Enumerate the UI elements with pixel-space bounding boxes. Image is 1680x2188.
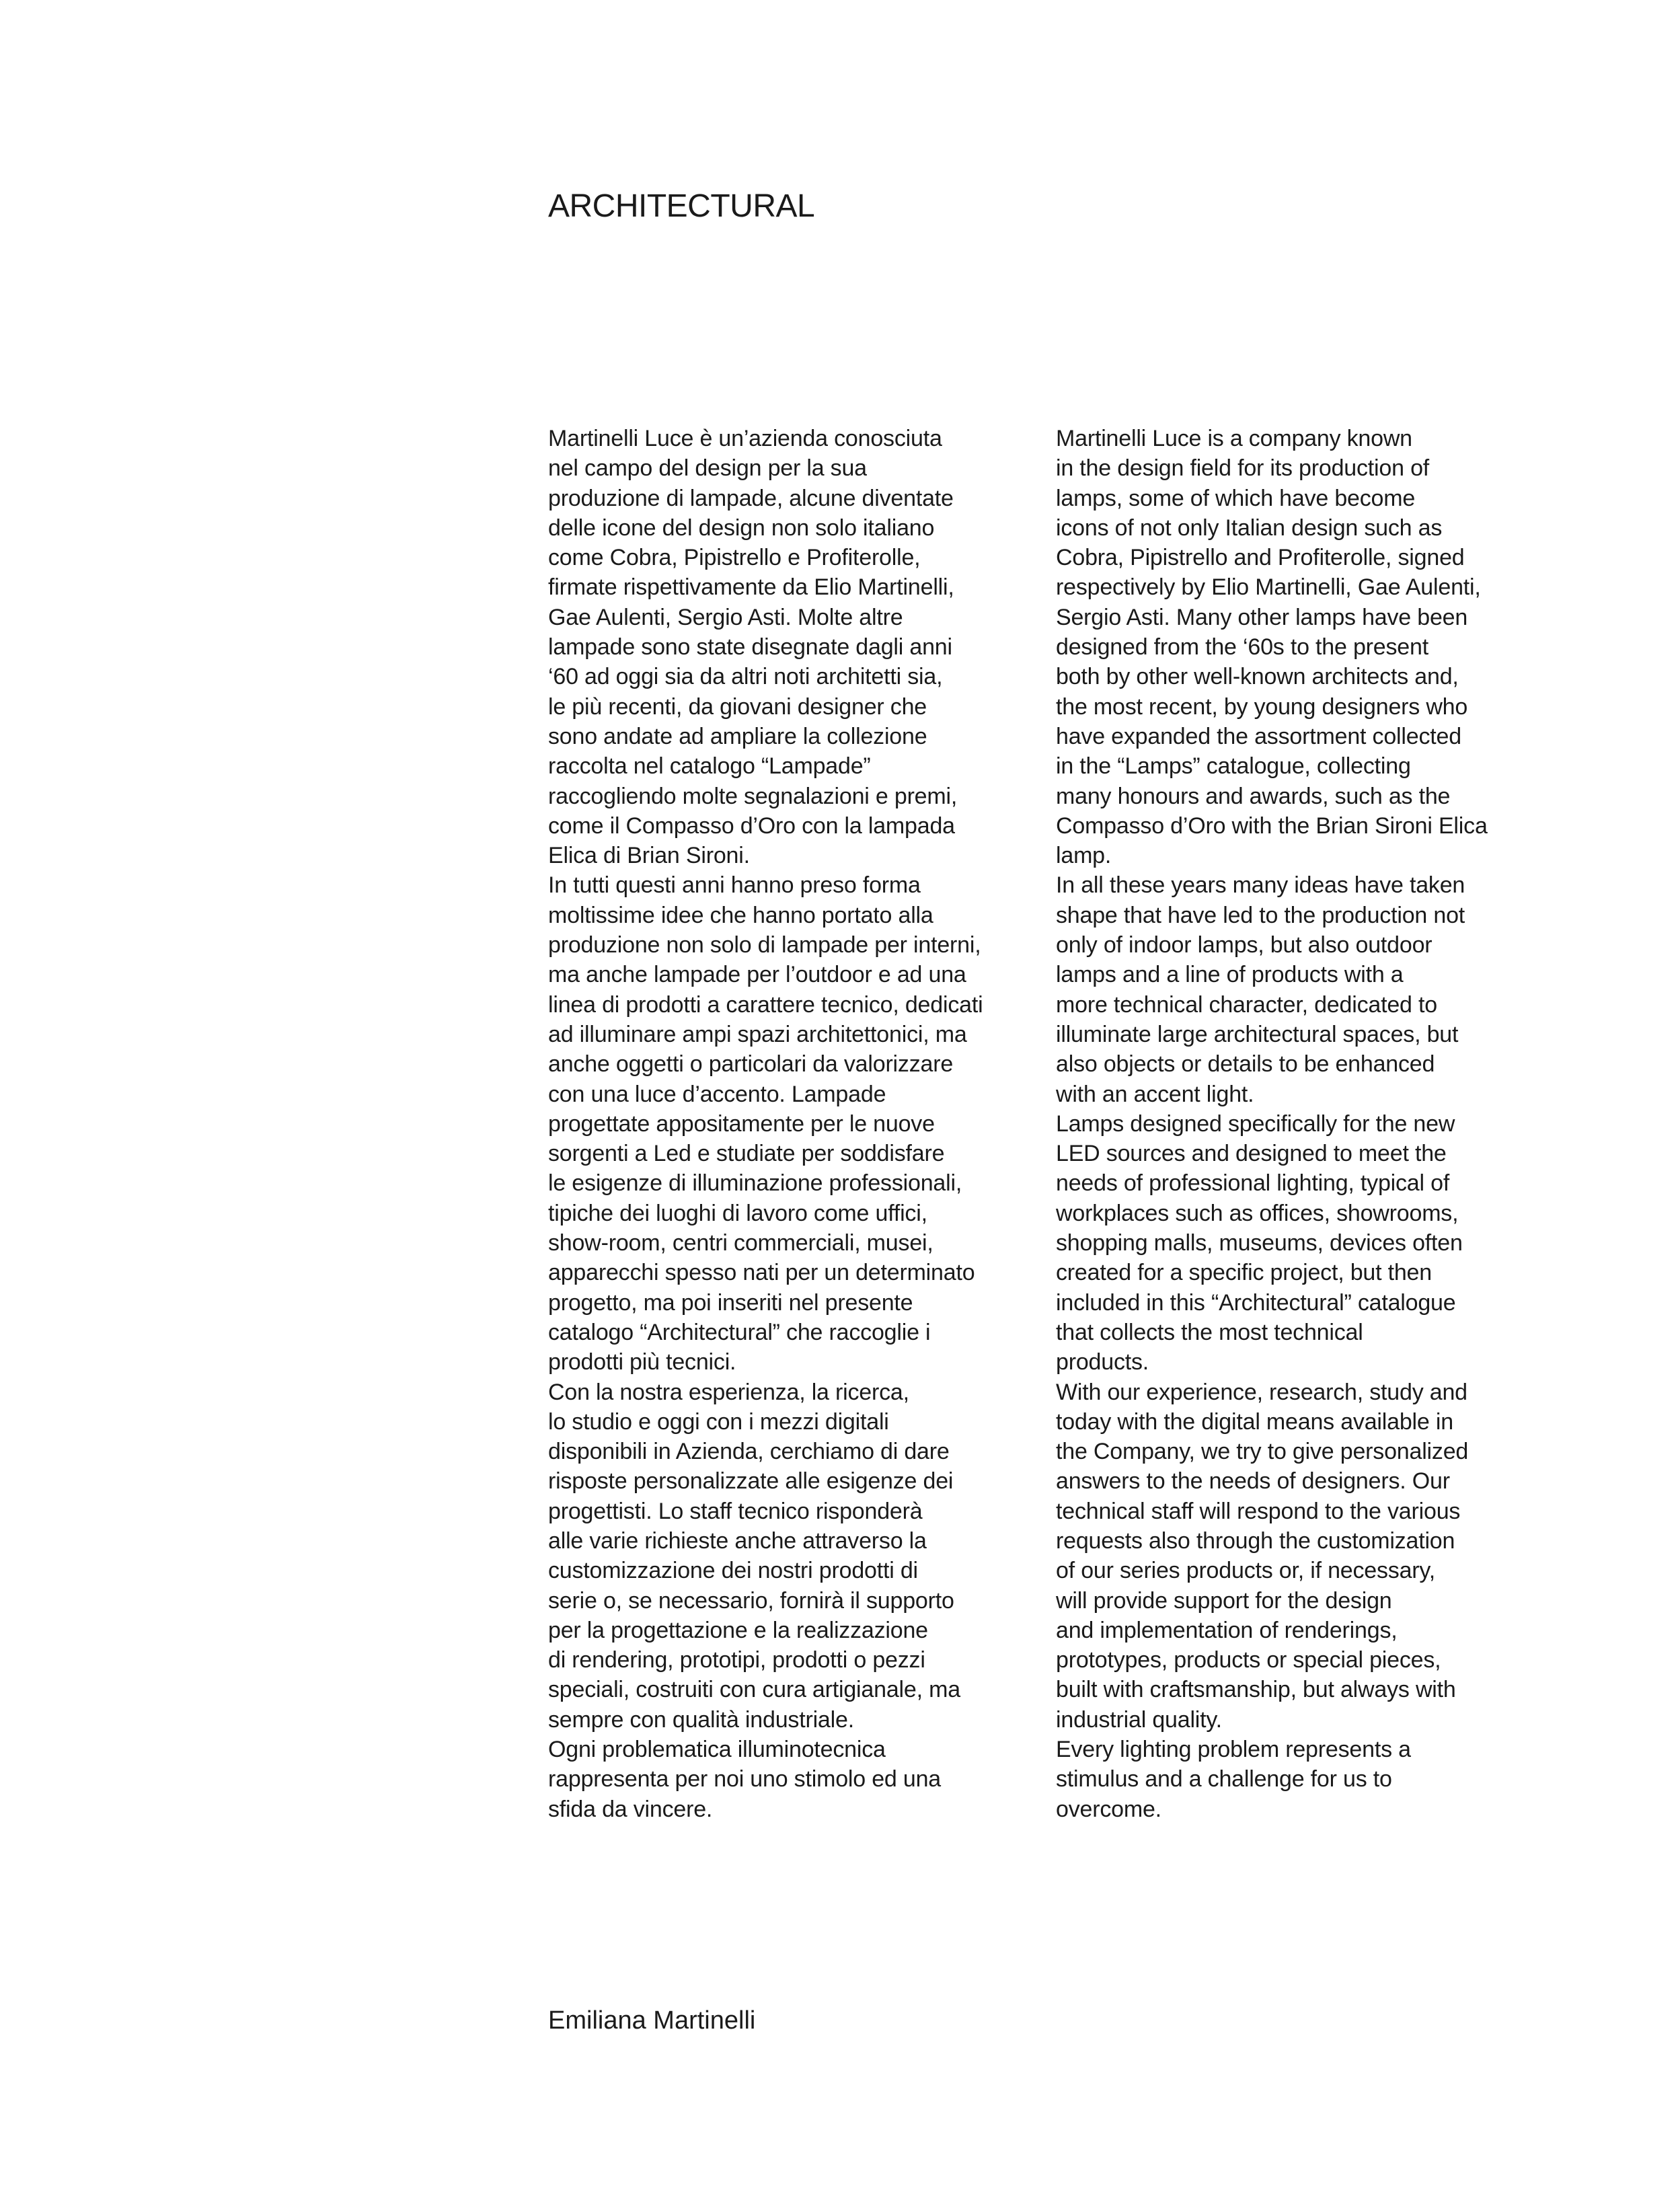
text-line: progettate appositamente per le nuove (548, 1110, 935, 1137)
text-line: lamp. (1056, 843, 1112, 869)
text-line: con una luce d’accento. Lampade (548, 1081, 886, 1107)
text-line: industrial quality. (1056, 1706, 1222, 1733)
text-line: illuminate large architectural spaces, but (1056, 1021, 1459, 1047)
text-line: many honours and awards, such as the (1056, 783, 1451, 809)
text-line: come Cobra, Pipistrello e Profiterolle, (548, 545, 921, 571)
text-line: in the design field for its production of (1056, 455, 1430, 482)
text-line: needs of professional lighting, typical of (1056, 1170, 1450, 1197)
text-line: built with craftsmanship, but always with (1056, 1677, 1456, 1703)
text-line: prodotti più tecnici. (548, 1349, 736, 1375)
text-line: that collects the most technical (1056, 1319, 1363, 1345)
text-line: serie o, se necessario, fornirà il supporto (548, 1587, 954, 1614)
text-line: sorgenti a Led e studiate per soddisfare (548, 1141, 945, 1167)
text-line: per la progettazione e la realizzazione (548, 1617, 928, 1643)
text-line: speciali, costruiti con cura artigianale, ma (548, 1677, 960, 1703)
text-line: le esigenze di illuminazione professionali, (548, 1170, 962, 1197)
text-line: workplaces such as offices, showrooms, (1056, 1200, 1459, 1226)
text-line: the most recent, by young designers who (1056, 693, 1468, 720)
text-line: lamps and a line of products with a (1056, 962, 1404, 988)
text-line: Compasso d’Oro with the Brian Sironi Elica (1056, 813, 1488, 839)
text-line: today with the digital means available in (1056, 1408, 1453, 1435)
text-line: anche oggetti o particolari da valorizzare (548, 1051, 954, 1078)
text-line: products. (1056, 1349, 1149, 1375)
text-line: have expanded the assortment collected (1056, 723, 1461, 749)
text-line: lampade sono state disegnate dagli anni (548, 634, 952, 661)
text-line: raccogliendo molte segnalazioni e premi, (548, 783, 958, 809)
text-line: stimulus and a challenge for us to (1056, 1766, 1392, 1793)
text-line: produzione non solo di lampade per interni, (548, 932, 981, 958)
italian-text-column (548, 424, 1032, 1824)
text-line: moltissime idee che hanno portato alla (548, 902, 933, 928)
text-line: of our series products or, if necessary, (1056, 1558, 1435, 1584)
text-line: designed from the ‘60s to the present (1056, 634, 1428, 661)
text-line: le più recenti, da giovani designer che (548, 693, 927, 720)
text-line: tipiche dei luoghi di lavoro come uffici, (548, 1200, 927, 1226)
text-line: overcome. (1056, 1796, 1161, 1822)
text-line: sono andate ad ampliare la collezione (548, 723, 927, 749)
text-line: included in this “Architectural” catalogue (1056, 1289, 1456, 1316)
text-line: Con la nostra esperienza, la ricerca, (548, 1379, 909, 1405)
text-line: risposte personalizzate alle esigenze dei (548, 1468, 954, 1495)
text-line: both by other well-known architects and, (1056, 664, 1459, 690)
text-line: more technical character, dedicated to (1056, 991, 1437, 1018)
text-line: Gae Aulenti, Sergio Asti. Molte altre (548, 604, 903, 630)
text-line: prototypes, products or special pieces, (1056, 1647, 1441, 1673)
text-line: di rendering, prototipi, prodotti o pezzi (548, 1647, 925, 1673)
page-title: ARCHITECTURAL (548, 188, 815, 224)
text-line: Ogni problematica illuminotecnica (548, 1737, 886, 1763)
text-line: disponibili in Azienda, cerchiamo di dare (548, 1439, 950, 1465)
text-line: only of indoor lamps, but also outdoor (1056, 932, 1433, 958)
text-line: sempre con qualità industriale. (548, 1706, 854, 1733)
text-line: icons of not only Italian design such as (1056, 515, 1443, 541)
text-line: the Company, we try to give personalized (1056, 1439, 1469, 1465)
text-line: In tutti questi anni hanno preso forma (548, 872, 921, 899)
text-line: ad illuminare ampi spazi architettonici, ma (548, 1021, 967, 1047)
text-line: Every lighting problem represents a (1056, 1737, 1411, 1763)
text-line: LED sources and designed to meet the (1056, 1141, 1447, 1167)
text-line: sfida da vincere. (548, 1796, 713, 1822)
text-line: raccolta nel catalogo “Lampade” (548, 753, 871, 780)
text-line: ma anche lampade per l’outdoor e ad una (548, 962, 966, 988)
text-line: rappresenta per noi uno stimolo ed una (548, 1766, 942, 1793)
text-line: answers to the needs of designers. Our (1056, 1468, 1450, 1495)
text-line: progettisti. Lo staff tecnico risponderà (548, 1498, 923, 1524)
text-line: shape that have led to the production not (1056, 902, 1465, 928)
text-line: progetto, ma poi inseriti nel presente (548, 1289, 913, 1316)
english-text-column (1056, 424, 1540, 1824)
text-line: Sergio Asti. Many other lamps have been (1056, 604, 1468, 630)
text-line: linea di prodotti a carattere tecnico, dedicati (548, 991, 983, 1018)
text-line: with an accent light. (1056, 1081, 1254, 1107)
text-line: come il Compasso d’Oro con la lampada (548, 813, 955, 839)
text-line: delle icone del design non solo italiano (548, 515, 935, 541)
text-line: nel campo del design per la sua (548, 455, 867, 482)
text-line: In all these years many ideas have taken (1056, 872, 1465, 899)
text-line: catalogo “Architectural” che raccoglie i (548, 1319, 931, 1345)
author-signature: Emiliana Martinelli (548, 2006, 756, 2035)
text-line: firmate rispettivamente da Elio Martinelli, (548, 574, 954, 601)
text-line: shopping malls, museums, devices often (1056, 1230, 1463, 1256)
text-line: Martinelli Luce è un’azienda conosciuta (548, 426, 942, 451)
text-line: show-room, centri commerciali, musei, (548, 1230, 933, 1256)
text-line: requests also through the customization (1056, 1527, 1455, 1554)
text-line: alle varie richieste anche attraverso la (548, 1527, 927, 1554)
text-line: apparecchi spesso nati per un determinato (548, 1260, 975, 1286)
text-line: produzione di lampade, alcune diventate (548, 485, 954, 511)
text-line: respectively by Elio Martinelli, Gae Aulenti, (1056, 574, 1481, 601)
text-line: lamps, some of which have become (1056, 485, 1416, 511)
text-line: ‘60 ad oggi sia da altri noti architetti sia, (548, 664, 943, 690)
text-line: Martinelli Luce is a company known (1056, 426, 1412, 451)
text-line: lo studio e oggi con i mezzi digitali (548, 1408, 889, 1435)
text-line: Lamps designed specifically for the new (1056, 1110, 1455, 1137)
text-line: created for a specific project, but then (1056, 1260, 1432, 1286)
text-line: will provide support for the design (1056, 1587, 1392, 1614)
text-line: in the “Lamps” catalogue, collecting (1056, 753, 1411, 780)
text-line: customizzazione dei nostri prodotti di (548, 1558, 918, 1584)
text-line: technical staff will respond to the various (1056, 1498, 1461, 1524)
text-line: also objects or details to be enhanced (1056, 1051, 1435, 1078)
text-line: and implementation of renderings, (1056, 1617, 1398, 1643)
text-line: With our experience, research, study and (1056, 1379, 1467, 1405)
text-line: Cobra, Pipistrello and Profiterolle, signed (1056, 545, 1465, 571)
text-line: Elica di Brian Sironi. (548, 843, 750, 869)
